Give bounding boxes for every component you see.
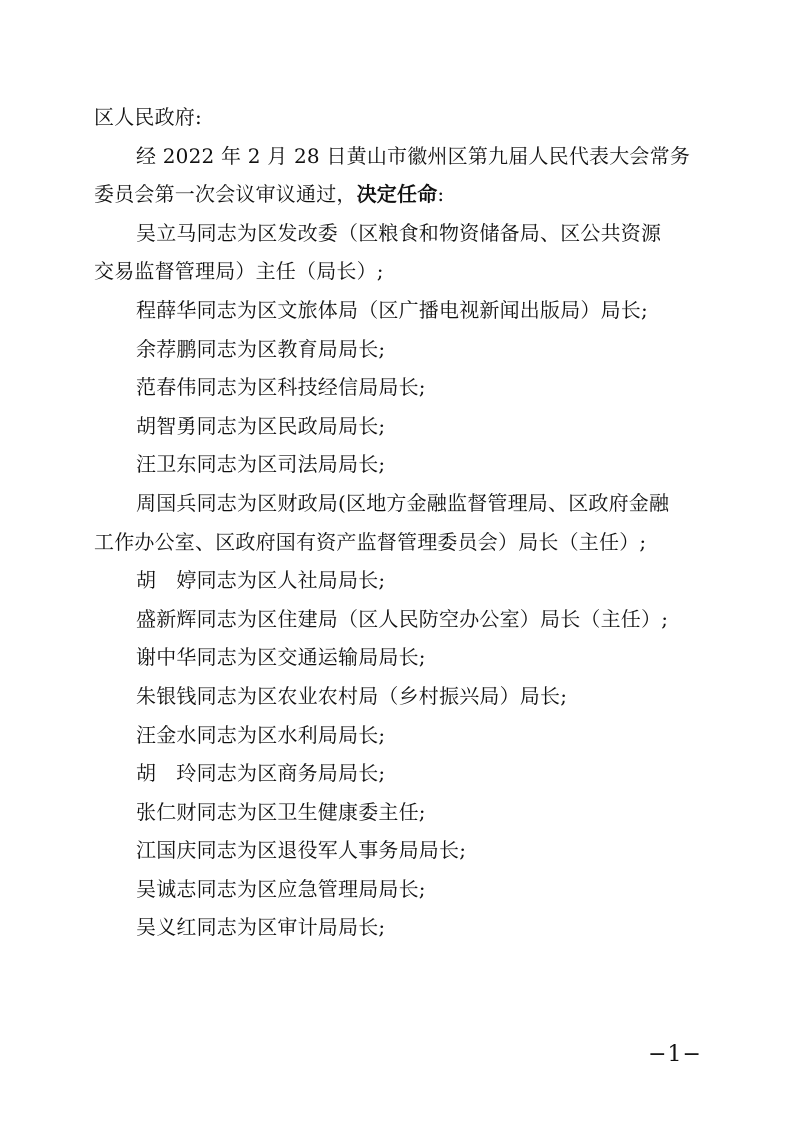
page-number: −1− xyxy=(648,1042,702,1067)
appointment-line: 朱银钱同志为区农业农村局（乡村振兴局）局长; xyxy=(136,683,568,708)
appointment-line: 范春伟同志为区科技经信局局长; xyxy=(136,375,426,400)
appointment-line-continuation: 交易监督管理局）主任（局长）; xyxy=(94,259,384,284)
appointment-line: 吴诚志同志为区应急管理局局长; xyxy=(136,876,426,901)
appointment-line: 胡 玲同志为区商务局局长; xyxy=(136,761,386,786)
appointment-line: 周国兵同志为区财政局(区地方金融监督管理局、区政府金融 xyxy=(136,490,670,515)
appointment-line: 汪金水同志为区水利局局长; xyxy=(136,722,386,747)
intro-line-1: 经 2022 年 2 月 28 日黄山市徽州区第九届人民代表大会常务 xyxy=(136,143,691,168)
intro-colon: : xyxy=(437,182,445,207)
appointment-line: 张仁财同志为区卫生健康委主任; xyxy=(136,799,426,824)
appointment-line: 盛新辉同志为区住建局（区人民防空办公室）局长（主任）; xyxy=(136,606,669,631)
appointment-line: 吴义红同志为区审计局局长; xyxy=(136,915,386,940)
appointment-line: 胡智勇同志为区民政局局长; xyxy=(136,413,386,438)
decision-emphasis: 决定任命 xyxy=(356,182,438,207)
appointment-line: 吴立马同志为区发改委（区粮食和物资储备局、区公共资源 xyxy=(136,220,662,245)
appointment-line: 谢中华同志为区交通运输局局长; xyxy=(136,645,426,670)
appointment-line: 程薛华同志为区文旅体局（区广播电视新闻出版局）局长; xyxy=(136,297,648,322)
appointment-line: 江国庆同志为区退役军人事务局局长; xyxy=(136,838,467,863)
appointment-line-continuation: 工作办公室、区政府国有资产监督管理委员会）局长（主任）; xyxy=(94,529,647,554)
intro-line-2 xyxy=(94,175,700,214)
document-body xyxy=(94,98,700,947)
salutation: 区人民政府: xyxy=(94,105,202,129)
appointment-line: 汪卫东同志为区司法局局长; xyxy=(136,452,386,477)
intro-text: 委员会第一次会议审议通过， xyxy=(94,182,357,207)
appointment-line: 余荐鹏同志为区教育局局长; xyxy=(136,336,386,361)
appointment-line: 胡 婷同志为区人社局局长; xyxy=(136,568,386,593)
